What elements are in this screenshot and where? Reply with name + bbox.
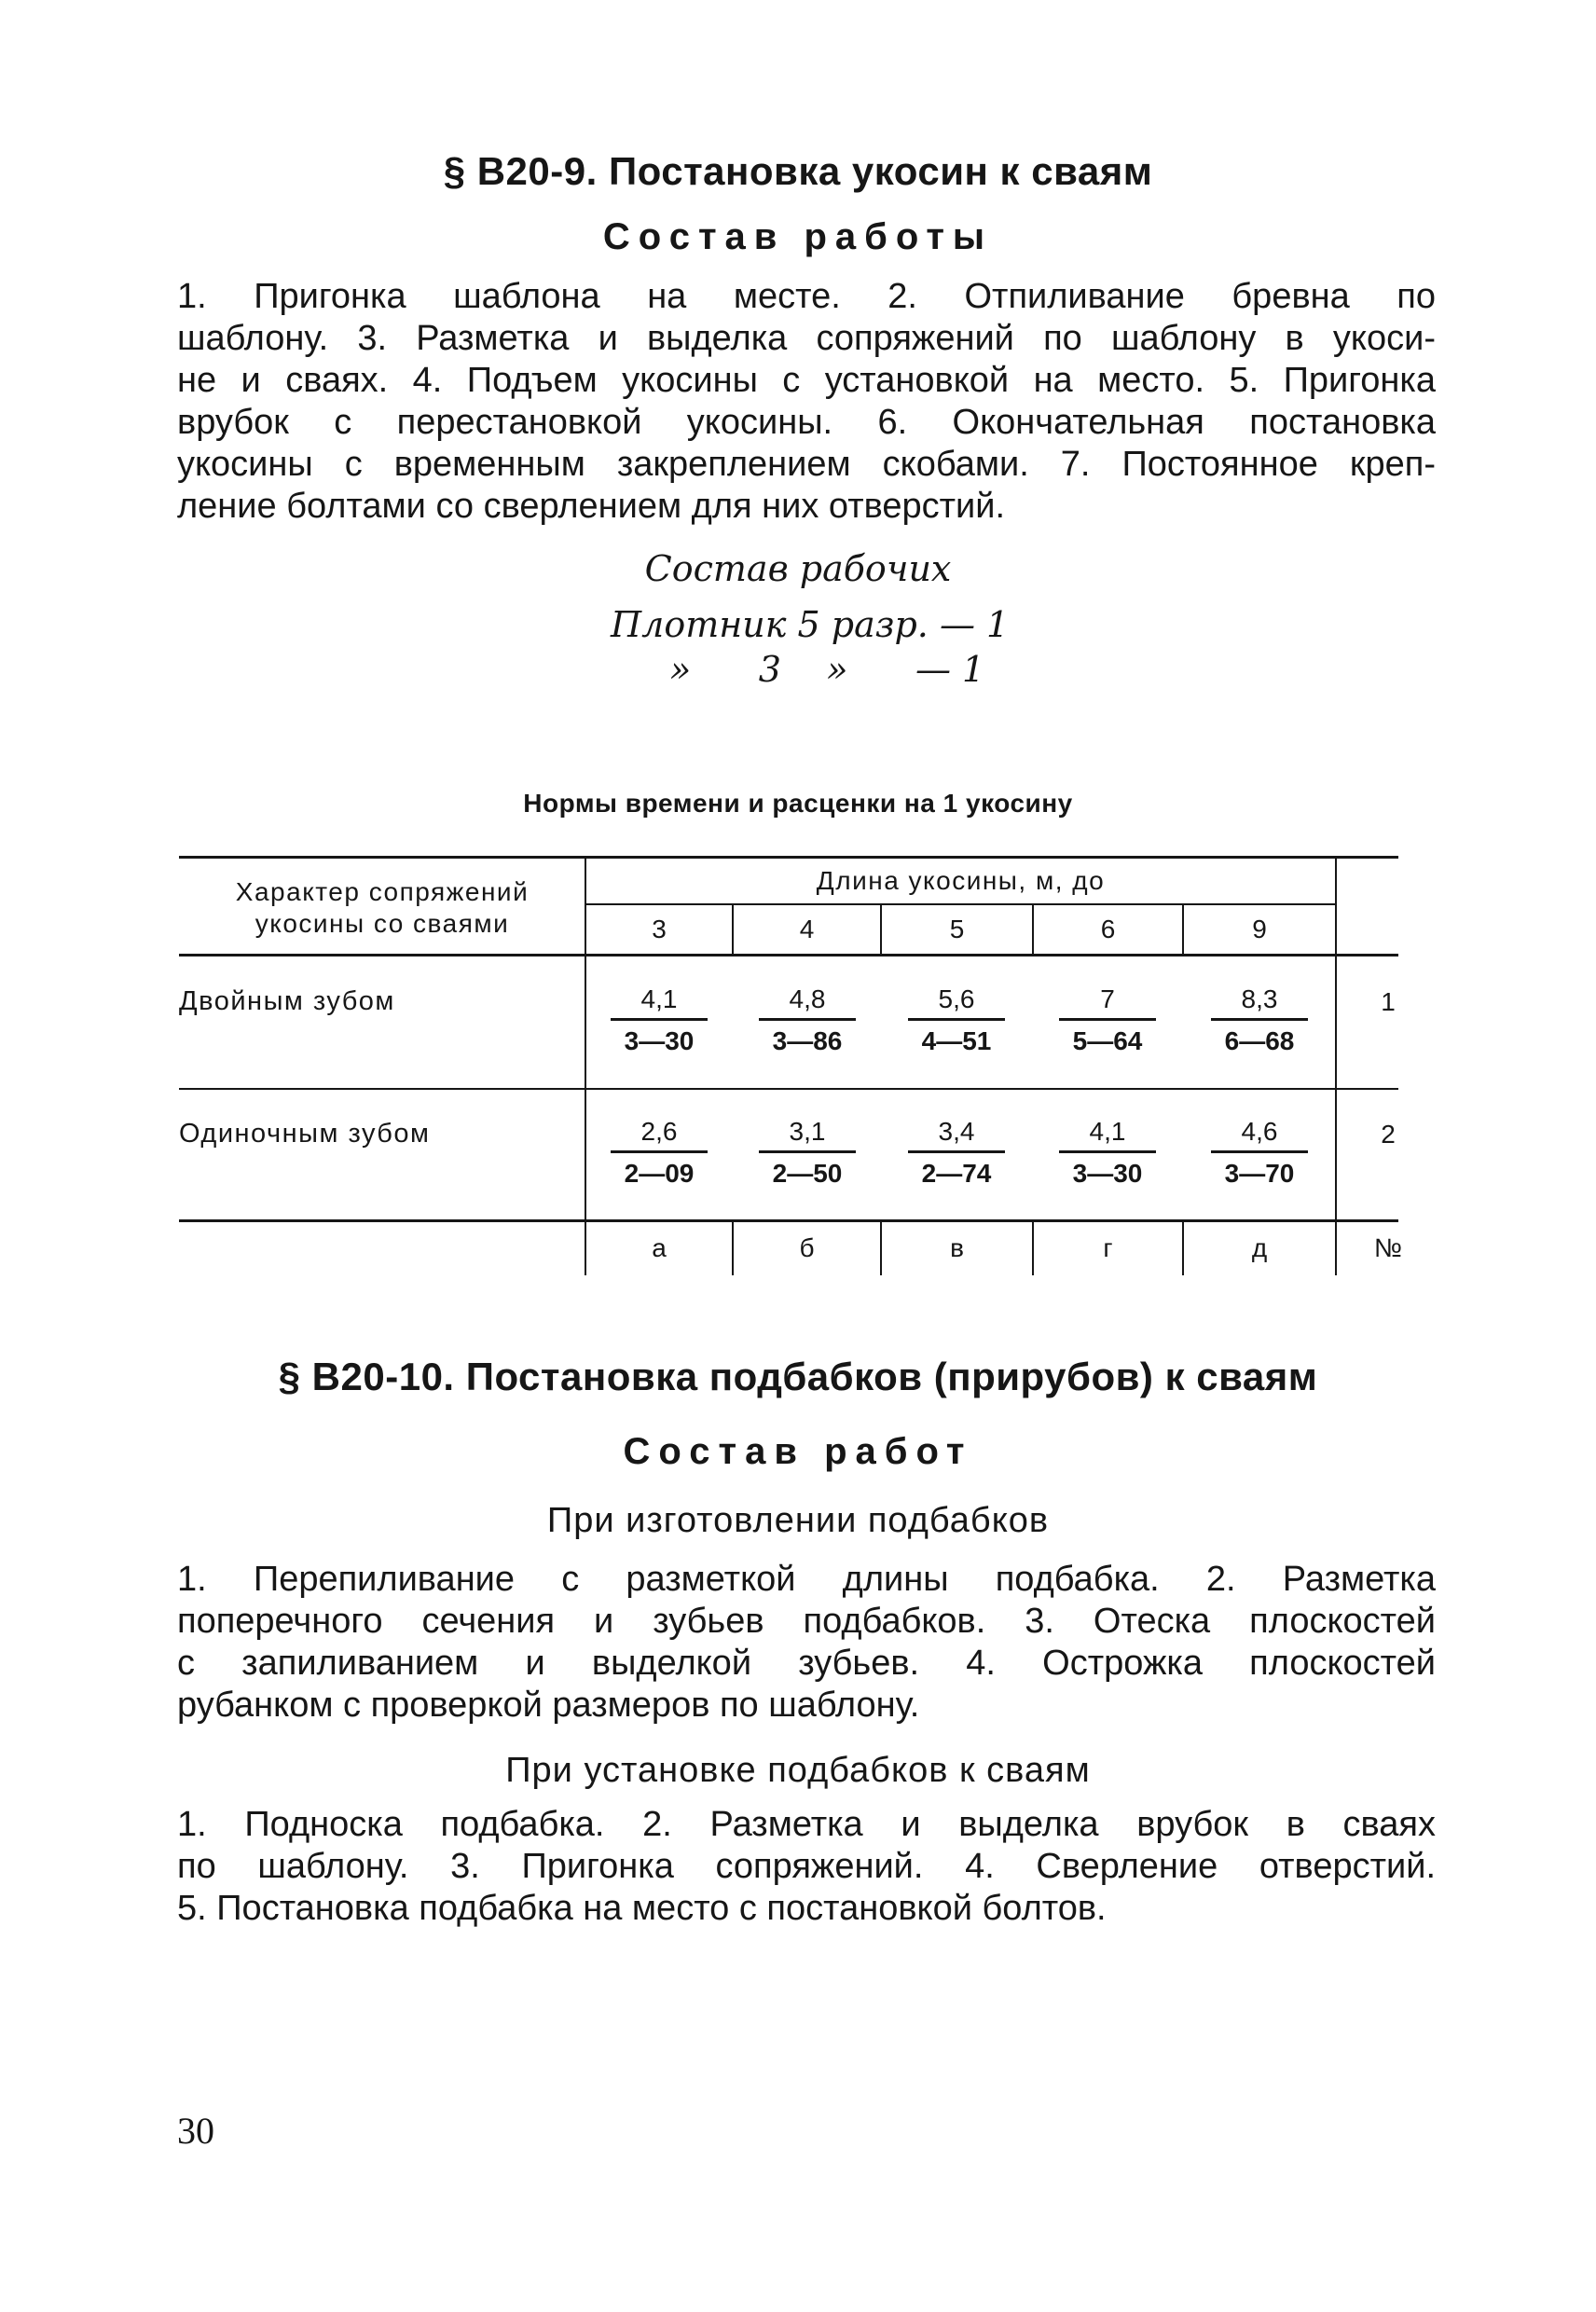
rate-value: 2—50 bbox=[772, 1159, 843, 1188]
crew-line: » 3 » — 1 bbox=[669, 649, 985, 690]
row-number: 1 bbox=[1381, 987, 1396, 1016]
crew-composition-title: Состав рабочих bbox=[644, 548, 952, 589]
norm-cell bbox=[1194, 1113, 1325, 1194]
length-value: 5 bbox=[949, 915, 965, 943]
length-header: Длина укосины, м, до bbox=[816, 866, 1106, 895]
table-caption: Нормы времени и расценки на 1 укосину bbox=[523, 789, 1073, 818]
text-line: врубок с перестановкой укосины. 6. Окончательная постановка bbox=[177, 403, 1436, 442]
text-line: укосины с временным закреплением скобами. 7. Постоянное креп- bbox=[177, 445, 1436, 484]
rate-value: 5—64 bbox=[1072, 1026, 1143, 1055]
rate-value: 3—30 bbox=[1072, 1159, 1143, 1188]
rate-value: 3—70 bbox=[1224, 1159, 1295, 1188]
time-norm: 8,3 bbox=[1241, 984, 1278, 1013]
norm-cell bbox=[742, 981, 873, 1062]
table-header-left bbox=[186, 876, 578, 940]
norm-cell bbox=[594, 1113, 724, 1194]
time-norm: 3,4 bbox=[938, 1117, 975, 1146]
installation-paragraph bbox=[177, 1804, 1436, 1930]
rate-value: 3—86 bbox=[772, 1026, 843, 1055]
norm-cell bbox=[1042, 981, 1173, 1062]
norm-cell bbox=[742, 1113, 873, 1194]
section-heading-b20-10: § В20-10. Постановка подбабков (прирубов) к сваям bbox=[278, 1355, 1318, 1398]
norm-cell bbox=[891, 981, 1022, 1062]
text-line: рубанком с проверкой размеров по шаблону. bbox=[177, 1686, 920, 1725]
number-label: № bbox=[1373, 1233, 1403, 1262]
time-norm: 4,1 bbox=[1089, 1117, 1126, 1146]
text-line: ление болтами со сверлением для них отверстий. bbox=[177, 487, 1006, 526]
time-norm: 4,1 bbox=[640, 984, 678, 1013]
text-line: 1. Подноска подбабка. 2. Разметка и выделка врубок в сваях bbox=[177, 1805, 1436, 1844]
work-composition-title: Состав работы bbox=[602, 216, 994, 257]
subheading-manufacture: При изготовлении подбабков bbox=[546, 1501, 1050, 1540]
length-value: 3 bbox=[652, 915, 667, 943]
length-value: 9 bbox=[1252, 915, 1267, 943]
norm-cell bbox=[891, 1113, 1022, 1194]
norm-cell bbox=[1042, 1113, 1173, 1194]
column-letter: б bbox=[799, 1233, 815, 1262]
page-number: 30 bbox=[177, 2110, 214, 2152]
rate-value: 4—51 bbox=[921, 1026, 992, 1055]
text-line: не и сваях. 4. Подъем укосины с установкой на место. 5. Пригонка bbox=[177, 361, 1436, 400]
time-norm: 4,8 bbox=[789, 984, 826, 1013]
column-letter: г bbox=[1103, 1233, 1113, 1262]
table-header-rule bbox=[179, 954, 1398, 956]
crew-line: Плотник 5 разр. — 1 bbox=[611, 604, 1010, 645]
row-label: Двойным зубом bbox=[179, 986, 395, 1016]
time-norm: 5,6 bbox=[938, 984, 975, 1013]
row-number: 2 bbox=[1381, 1120, 1396, 1149]
norm-cell bbox=[594, 981, 724, 1062]
header-line: укосины со сваями bbox=[255, 909, 510, 938]
text-line: поперечного сечения и зубьев подбабков. 3. Отеска плоскостей bbox=[177, 1602, 1436, 1641]
text-line: 5. Постановка подбабка на место с постановкой болтов. bbox=[177, 1889, 1107, 1928]
subheading-installation: При установке подбабков к сваям bbox=[505, 1751, 1091, 1790]
rate-value: 3—30 bbox=[624, 1026, 695, 1055]
text-line: по шаблону. 3. Пригонка сопряжений. 4. Сверление отверстий. bbox=[177, 1847, 1436, 1886]
work-composition-title-2: Состав работ bbox=[623, 1431, 973, 1472]
length-value: 4 bbox=[799, 915, 815, 943]
time-norm: 4,6 bbox=[1241, 1117, 1278, 1146]
text-line: 1. Пригонка шаблона на месте. 2. Отпиливание бревна по bbox=[177, 277, 1436, 316]
rate-value: 2—09 bbox=[624, 1159, 695, 1188]
table-top-rule bbox=[179, 856, 1398, 859]
time-norm: 2,6 bbox=[640, 1117, 678, 1146]
length-value: 6 bbox=[1100, 915, 1116, 943]
rate-value: 2—74 bbox=[921, 1159, 992, 1188]
work-composition-paragraph bbox=[177, 276, 1436, 528]
time-norm: 7 bbox=[1100, 984, 1115, 1013]
table-footer-rule bbox=[179, 1219, 1398, 1222]
section-heading-b20-9: § В20-9. Постановка укосин к сваям bbox=[443, 149, 1153, 193]
rate-value: 6—68 bbox=[1224, 1026, 1295, 1055]
column-letter: а bbox=[652, 1233, 667, 1262]
table-subheader-rule bbox=[585, 903, 1337, 905]
text-line: с запиливанием и выделкой зубьев. 4. Острожка плоскостей bbox=[177, 1644, 1436, 1683]
column-letter: д bbox=[1251, 1233, 1268, 1262]
text-line: шаблону. 3. Разметка и выделка сопряжений по шаблону в укоси- bbox=[177, 319, 1436, 358]
row-label: Одиночным зубом bbox=[179, 1119, 431, 1149]
header-line: Характер сопряжений bbox=[235, 877, 530, 906]
manufacture-paragraph bbox=[177, 1559, 1436, 1727]
time-norm: 3,1 bbox=[789, 1117, 826, 1146]
text-line: 1. Перепиливание с разметкой длины подбабка. 2. Разметка bbox=[177, 1560, 1436, 1599]
column-letter: в bbox=[950, 1233, 964, 1262]
table-column-rule bbox=[1335, 856, 1337, 1275]
table-row-rule bbox=[179, 1088, 1398, 1090]
norm-cell bbox=[1194, 981, 1325, 1062]
